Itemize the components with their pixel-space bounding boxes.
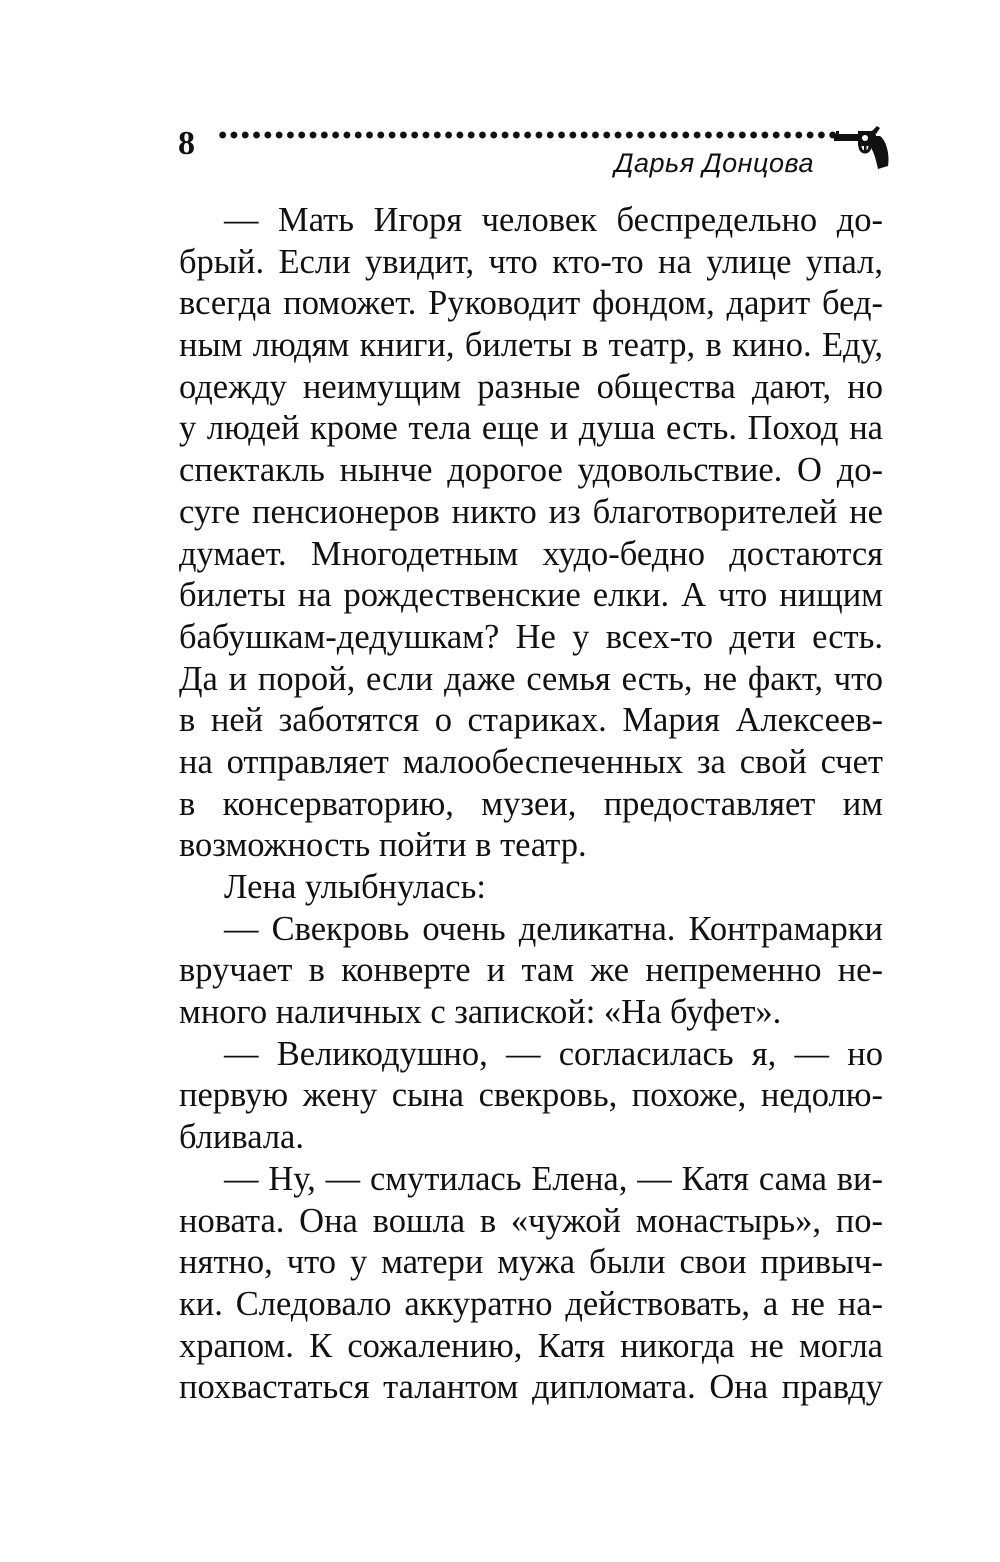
running-head-author: Дарья Донцова	[614, 148, 814, 178]
text-line: возможность пойти в театр.	[179, 826, 587, 865]
text-line: — Ну, — смутилась Елена, — Катя сама ви-	[224, 1159, 883, 1198]
text-line: спектакль нынче дорогое удовольствие. О до-	[179, 451, 883, 490]
text-line: Да и порой, если даже семья есть, не факт, что	[179, 659, 883, 698]
text-line: — Мать Игоря человек беспредельно до-	[224, 201, 883, 239]
page-number: 8	[178, 125, 195, 162]
text-line: всегда поможет. Руководит фондом, дарит бед-	[179, 284, 883, 323]
text-line: у людей кроме тела еще и душа есть. Поход на	[179, 409, 883, 448]
text-line: ки. Следовало аккуратно действовать, а не на-	[179, 1284, 883, 1323]
text-line: похвастаться талантом дипломата. Она правду	[179, 1368, 883, 1407]
text-line: первую жену сына свекровь, похоже, недолю-	[179, 1076, 883, 1115]
text-line: в консерваторию, музеи, предоставляет им	[179, 784, 883, 823]
revolver-icon	[834, 126, 890, 170]
text-line: бабушкам-дедушкам? Не у всех-то дети есть.	[179, 617, 883, 656]
text-line: новата. Она вошла в «чужой монастырь», по-	[179, 1201, 883, 1240]
text-line: бливала.	[179, 1118, 304, 1157]
text-line: — Свекровь очень деликатна. Контрамарки	[224, 909, 883, 948]
text-line: в ней заботятся о стариках. Мария Алексеев-	[179, 701, 883, 740]
text-line: думает. Многодетным худо-бедно достаются	[179, 534, 883, 573]
text-line: одежду неимущим разные общества дают, но	[179, 367, 883, 406]
text-line: — Великодушно, — согласилась я, — но	[224, 1034, 883, 1073]
text-line: суге пенсионеров никто из благотворителей не	[179, 492, 883, 531]
text-line: Лена улыбнулась:	[224, 868, 486, 906]
text-line: ным людям книги, билеты в театр, в кино. Еду,	[179, 326, 883, 365]
text-line: билеты на рождественские елки. А что нищим	[179, 576, 883, 615]
dot-leader-divider	[217, 128, 839, 142]
text-line: много наличных с запиской: «На буфет».	[179, 993, 782, 1032]
text-line: на отправляет малообеспеченных за свой счет	[179, 742, 883, 781]
text-line: храпом. К сожалению, Катя никогда не могла	[179, 1326, 883, 1365]
body-text	[179, 200, 883, 1409]
text-line: вручает в конверте и там же непременно не-	[179, 951, 883, 990]
text-line: брый. Если увидит, что кто-то на улице упал,	[179, 242, 883, 281]
text-line: нятно, что у матери мужа были свои привыч-	[179, 1243, 883, 1282]
